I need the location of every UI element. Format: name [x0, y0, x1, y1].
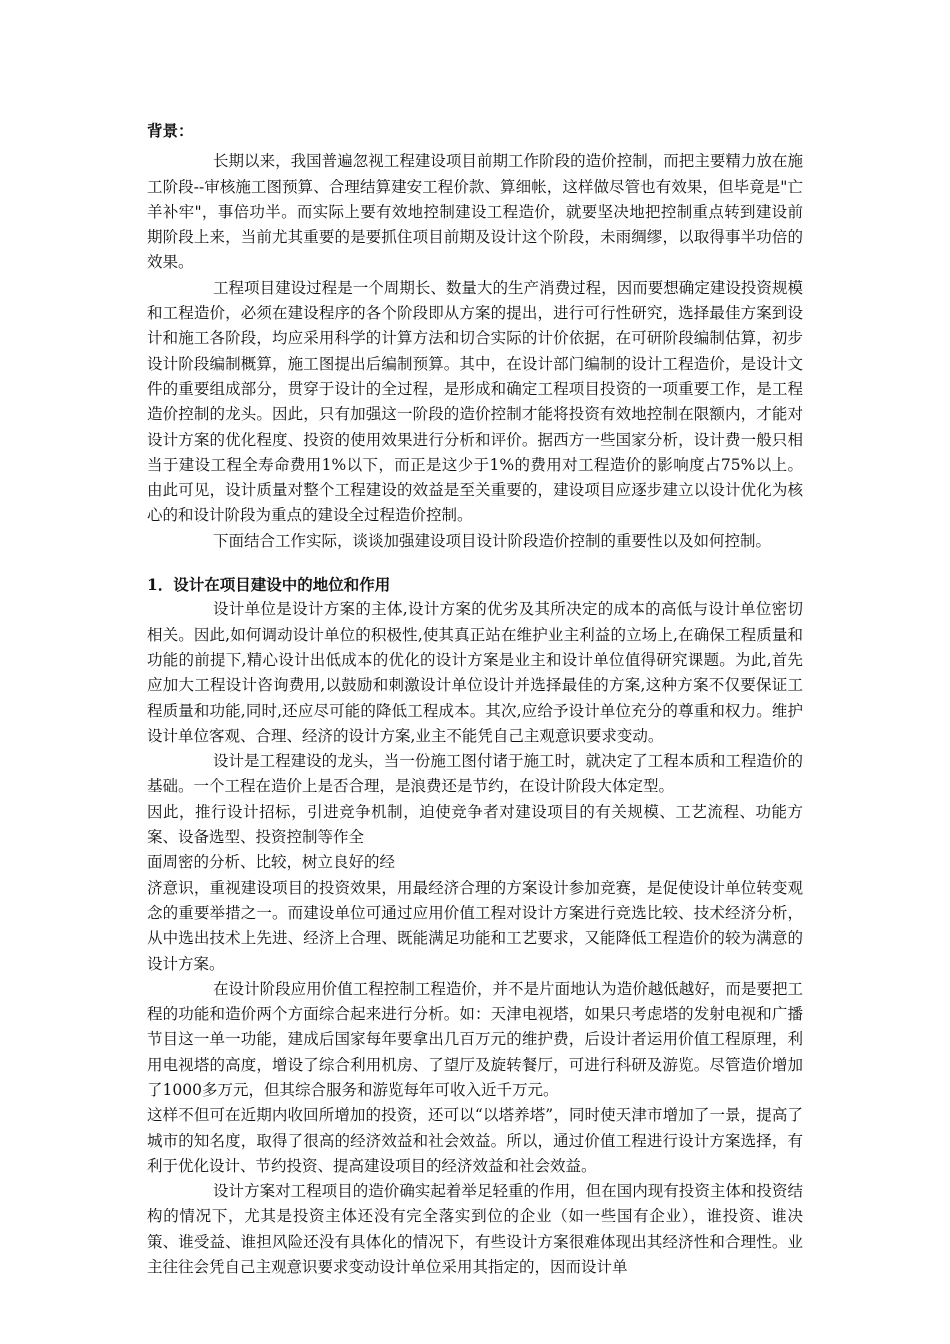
fragment-line-4: 这样不但可在近期内收回所增加的投资，还可以“以塔养塔”，同时使天津市增加了一景，提高了城市的知名度，取得了很高的经济效益和社会效益。所以，通过价值工程进行设计方案选择，有利于优化设计、节约投资、提高建设项目的经济效益和社会效益。 — [147, 1106, 803, 1175]
section-1-paragraph-4: 设计方案对工程项目的造价确实起着举足轻重的作用，但在国内现有投资主体和投资结构的情况下，尤其是投资主体还没有完全落实到位的企业（如一些国有企业），谁投资、谁决策、谁受益、谁担风险还没有具体化的情况下，有些设计方案很难体现出其经济性和合理性。业主往往会凭自己主观意识要求变动设计单位采用其指定的，因而设计单 — [147, 1182, 803, 1277]
section-1-paragraph-3: 在设计阶段应用价值工程控制工程造价，并不是片面地认为造价越低越好，而是要把工程的功能和造价两个方面综合起来进行分析。如：天津电视塔，如果只考虑塔的发射电视和广播节目这一单一功能，建成后国家每年要拿出几百万元的维护费，后设计者运用价值工程原理，利用电视塔的高度，增设了综合利用机房、了望厅及旋转餐厅，可进行科研及游览。尽管造价增加了1000多万元，但其综合服务和游览每年可收入近千万元。 — [147, 979, 803, 1099]
document-page — [147, 118, 803, 1280]
fragment-line-1: 因此，推行设计招标，引进竞争机制，迫使竞争者对建设项目的有关规模、工艺流程、功能方案、设备选型、投资控制等作全 — [147, 802, 803, 847]
section-1-paragraph-1: 设计单位是设计方案的主体,设计方案的优劣及其所决定的成本的高低与设计单位密切相关。因此,如何调动设计单位的积极性,使其真正站在维护业主利益的立场上,在确保工程质量和功能的前提下,精心设计出低成本的优化的设计方案是业主和设计单位值得研究课题。为此,首先应加大工程设计咨询费用,以鼓励和刺激设计单位设计并选择最佳的方案,这种方案不仅要保证工程质量和功能,同时,还应尽可能的降低工程成本。其次,应给予设计单位充分的尊重和权力。维护设计单位客观、合理、经济的设计方案,业主不能凭自己主观意识要求变动。 — [147, 600, 803, 745]
intro-paragraph-1: 长期以来，我国普遍忽视工程建设项目前期工作阶段的造价控制，而把主要精力放在施工阶段--审核施工图预算、合理结算建安工程价款、算细帐，这样做尽管也有效果，但毕竟是"亡羊补牢"，事倍功半。而实际上要有效地控制建设工程造价，就要坚决地把控制重点转到建设前期阶段上来，当前尤其重要的是要抓住项目前期及设计这个阶段，未雨绸缪，以取得事半功倍的效果。 — [147, 152, 803, 272]
intro-paragraph-3: 下面结合工作实际，谈谈加强建设项目设计阶段造价控制的重要性以及如何控制。 — [213, 531, 772, 550]
section-1-paragraph-2: 设计是工程建设的龙头，当一份施工图付诸于施工时，就决定了工程本质和工程造价的基础。一个工程在造价上是否合理，是浪费还是节约，在设计阶段大体定型。 — [147, 752, 803, 796]
section-1-heading: 1．设计在项目建设中的地位和作用 — [147, 575, 391, 595]
fragment-line-2: 面周密的分析、比较，树立良好的经 — [147, 853, 396, 872]
fragment-line-3: 济意识，重视建设项目的投资效果，用最经济合理的方案设计参加竞赛，是促使设计单位转变观念的重要举措之一。而建设单位可通过应用价值工程对设计方案进行竞选比较、技术经济分析，从中选出技术上先进、经济上合理、既能满足功能和工艺要求，又能降低工程造价的较为满意的设计方案。 — [147, 878, 803, 973]
background-heading: 背景： — [147, 121, 194, 140]
intro-paragraph-2: 工程项目建设过程是一个周期长、数量大的生产消费过程，因而要想确定建设投资规模和工程造价，必须在建设程序的各个阶段即从方案的提出，进行可行性研究，选择最佳方案到设计和施工各阶段，均应采用科学的计算方法和切合实际的计价依据，在可研阶段编制估算，初步设计阶段编制概算，施工图提出后编制预算。其中，在设计部门编制的设计工程造价，是设计文件的重要组成部分，贯穿于设计的全过程，是形成和确定工程项目投资的一项重要工作，是工程造价控制的龙头。因此，只有加强这一阶段的造价控制才能将投资有效地控制在限额内，才能对设计方案的优化程度、投资的使用效果进行分析和评价。据西方一些国家分析，设计费一般只相当于建设工程全寿命费用1%以下，而正是这少于1%的费用对工程造价的影响度占75%以上。由此可见，设计质量对整个工程建设的效益是至关重要的，建设项目应逐步建立以设计优化为核心的和设计阶段为重点的建设全过程造价控制。 — [147, 278, 803, 525]
